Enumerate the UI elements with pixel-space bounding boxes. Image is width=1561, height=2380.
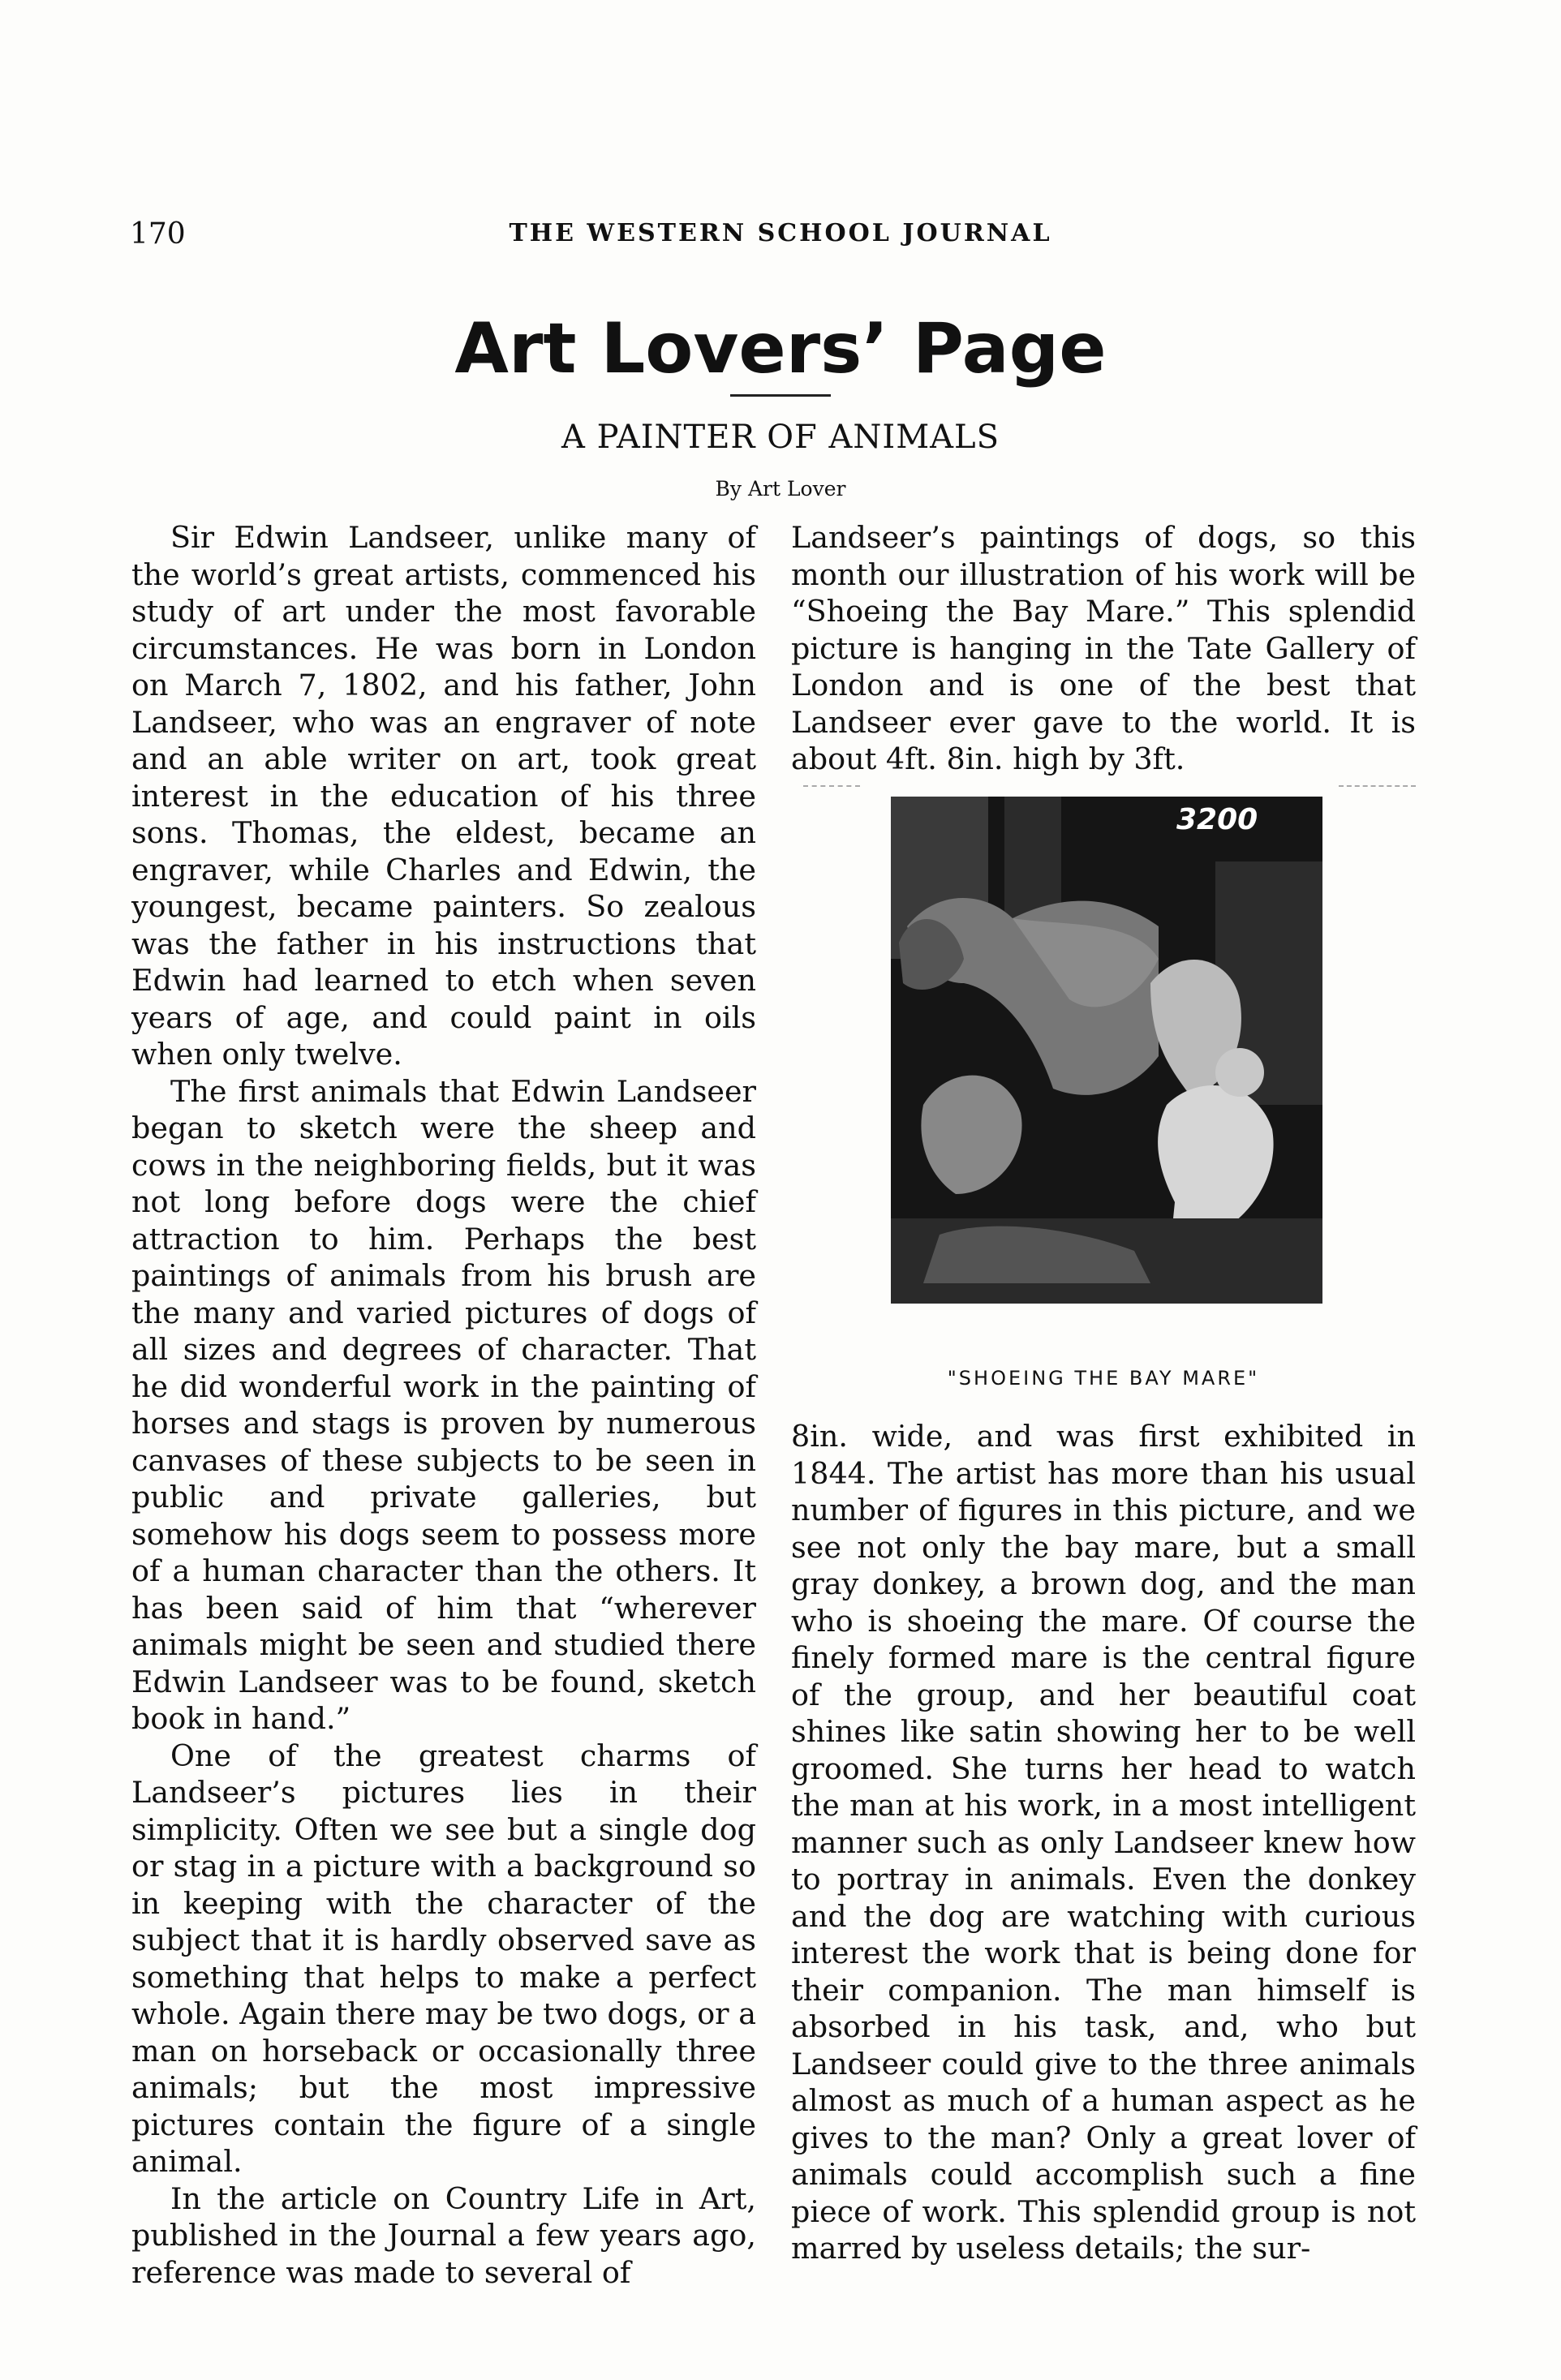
painting-illustration [891,797,1322,1304]
paragraph: The first animals that Edwin Landseer began to sketch were the sheep and cows in the neighboring fields, but it was not long before dogs were the chief attraction to him. Perhaps the best paintings of animals from his brush are the many and varied pictures of dogs of all sizes and degrees of character. That he did wonderful work in the painting of horses and stags is proven by numerous canvases of these subjects to be seen in public and private galleries, but somehow his dogs seem to possess more of a human character than the others. It has been said of him that “wherever animals might be seen and studied there Edwin Landseer was to be found, sketch book in hand.” [131,1073,756,1736]
paragraph: Sir Edwin Landseer, unlike many of the world’s great artists, commenced his study of art under the most favorable circumstances. He was born in London on March 7, 1802, and his father, John Landseer, who was an engraver of note and an able writer on art, took great interest in the education of his three sons. Thomas, the eldest, became an engraver, while Charles and Edwin, the youngest, became painters. So zealous was the father in his instructions that Edwin had learned to etch when seven years of age, and could paint in oils when only twelve. [131,520,756,1072]
running-head: THE WESTERN SCHOOL JOURNAL [509,219,1052,247]
paragraph: In the article on Country Life in Art, published in the Journal a few years ago, reference was made to several of [131,2180,756,2290]
right-column-top [791,519,1416,778]
right-column-bottom [791,1418,1416,2267]
left-column [131,519,756,2291]
page-number: 170 [130,217,186,251]
divider [1339,785,1416,787]
plate-number: 3200 [1176,803,1258,836]
paragraph: One of the greatest charms of Landseer’s pictures lies in their simplicity. Often we see but a single dog or stag in a picture with a background so in keeping with the character of the subject that it is hardly observed save as something that helps to make a perfect whole. Again there may be two dogs, or a man on horseback or occasionally three animals; but the most impressive pictures contain the figure of a single animal. [131,1738,756,2179]
figure-caption: "SHOEING THE BAY MARE" [947,1367,1260,1390]
paragraph: 8in. wide, and was first exhibited in 1844. The artist has more than his usual number of figures in this picture, and we see not only the bay mare, but a small gray donkey, a brown dog, and the man who is shoeing the mare. Of course the finely formed mare is the central figure of the group, and her beautiful coat shines like satin showing her to be well groomed. She turns her head to watch the man at his work, in a most intelligent manner such as only Landseer knew how to portray in animals. Even the donkey and the dog are watching with curious interest the work that is being done for their companion. The man himself is absorbed in his task, and, who but Landseer could give to the three animals almost as much of a human aspect as he gives to the man? Only a great lover of animals could accomplish such a fine piece of work. This splendid group is not marred by useless details; the sur- [791,1419,1416,2266]
title-rule [730,394,831,397]
article-subtitle: A PAINTER OF ANIMALS [561,419,1000,456]
divider [803,785,860,787]
painting-image [891,797,1322,1304]
paragraph: Landseer’s paintings of dogs, so this month our illustration of his work will be “Shoeing the Bay Mare.” This splendid picture is hanging in the Tate Gallery of London and is one of the best that Landseer ever gave to the world. It is about 4ft. 8in. high by 3ft. [791,520,1416,776]
article-title: Art Lovers’ Page [454,308,1107,389]
byline: By Art Lover [715,477,846,500]
